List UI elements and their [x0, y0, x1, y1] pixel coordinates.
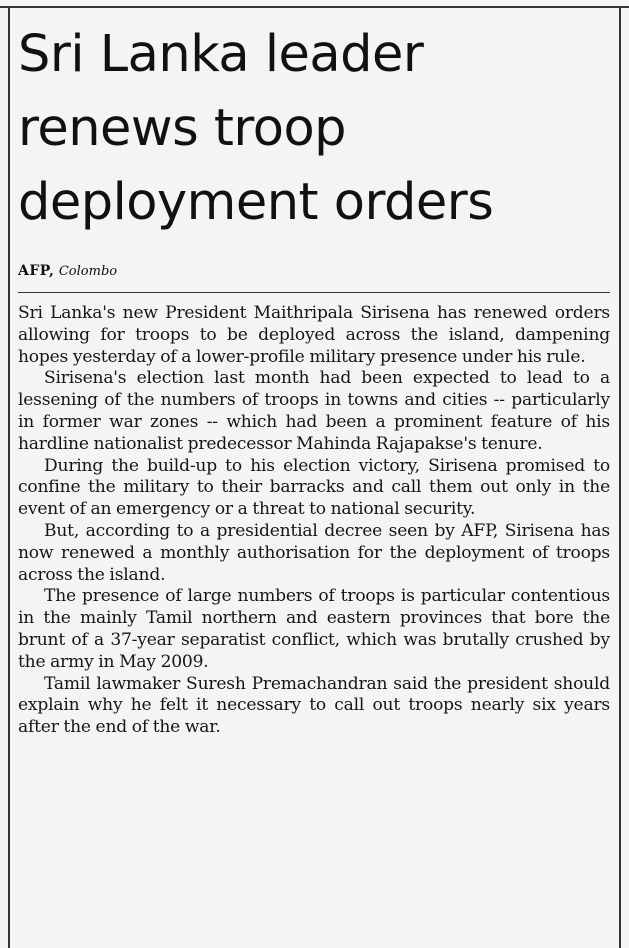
- right-border-rule: [619, 6, 621, 948]
- dateline-divider: [18, 292, 610, 293]
- paragraph-3: During the build-up to his election victory, Sirisena promised to confine the military to their barracks and call them out only in the event of an emergency or a threat to national security.: [18, 455, 610, 520]
- paragraph-1: Sri Lanka's new President Maithripala Sirisena has renewed orders allowing for troops to be deployed across the island, dampening hopes yesterday of a lower-profile military presence under his rule.: [18, 303, 610, 367]
- article-body: [18, 303, 610, 739]
- byline-source: AFP,: [18, 263, 55, 279]
- headline: Sri Lanka leader renews troop deployment orders: [18, 25, 494, 232]
- dateline: [18, 263, 117, 279]
- byline-place: Colombo: [58, 264, 118, 279]
- paragraph-5: The presence of large numbers of troops is particular contentious in the mainly Tamil northern and eastern provinces that bore the brunt of a 37-year separatist conflict, which was brutally crushed by the army in May 2009.: [18, 586, 610, 672]
- left-border-rule: [8, 6, 10, 948]
- top-border-rule: [0, 6, 629, 8]
- paragraph-2: Sirisena's election last month had been expected to lead to a lessening of the numbers of troops in towns and cities -- particularly in former war zones -- which had been a prominent feature of his hardline nationalist predecessor Mahinda Rajapakse's tenure.: [18, 368, 610, 454]
- paragraph-4: But, according to a presidential decree seen by AFP, Sirisena has now renewed a monthly authorisation for the deployment of troops across the island.: [18, 520, 610, 585]
- paragraph-6: Tamil lawmaker Suresh Premachandran said the president should explain why he felt it necessary to call out troops nearly six years after the end of the war.: [18, 673, 610, 738]
